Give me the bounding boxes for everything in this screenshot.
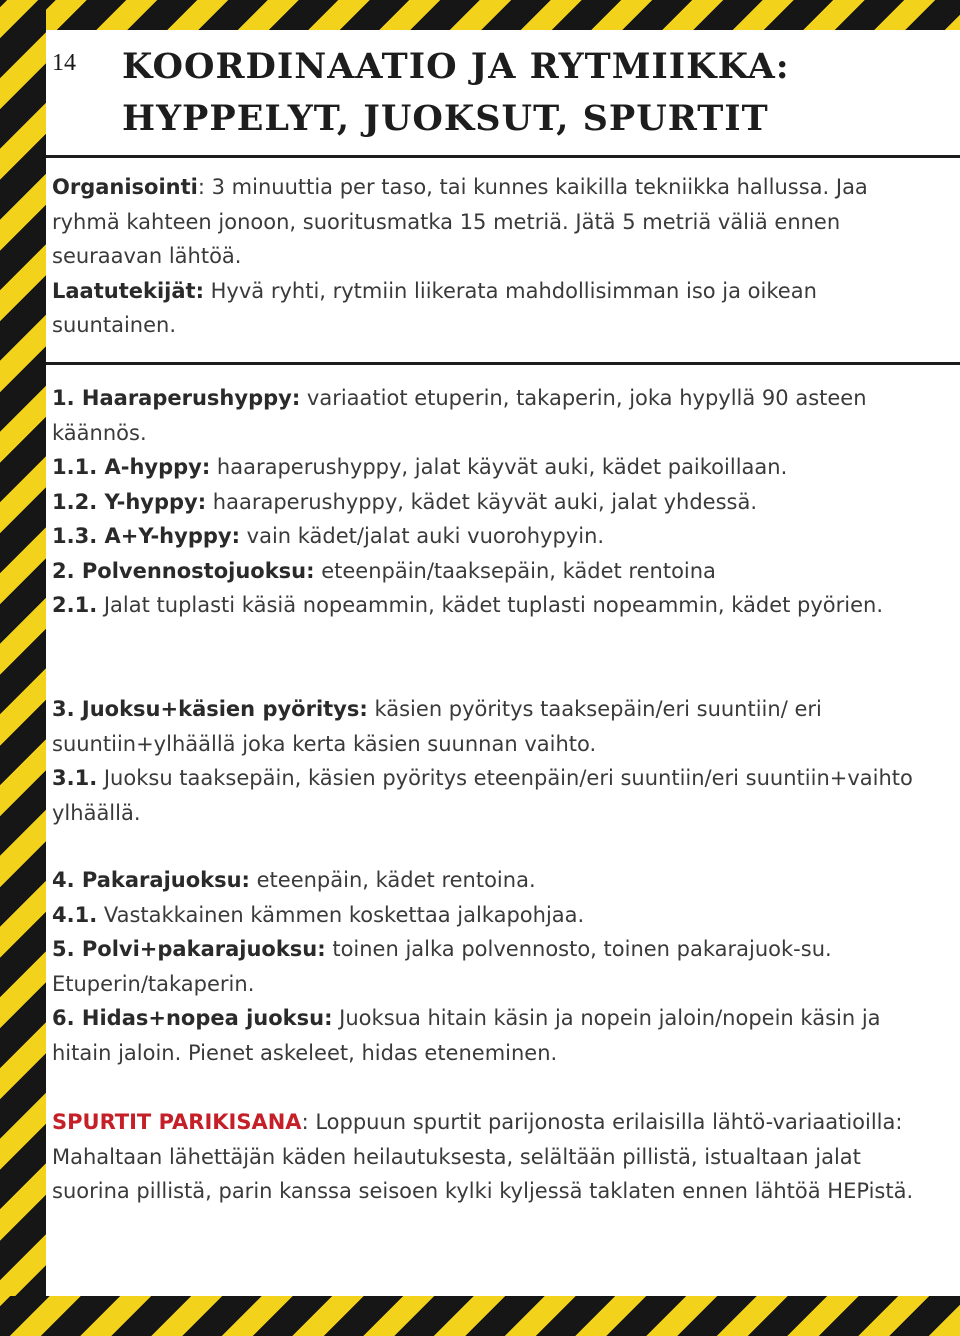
sprint-heading: SPURTIT PARIKISANA <box>52 1110 302 1134</box>
sprint-section <box>52 1105 932 1209</box>
exercise-text: Juoksua hitain käsin ja nopein jaloin/nopein käsin ja hitain jaloin. Pienet askeleet, hidas eteneminen. <box>52 1006 881 1065</box>
quality-text: Hyvä ryhti, rytmiin liikerata mahdollisimman iso ja oikean suuntainen. <box>52 278 817 337</box>
sprint-text: : Loppuun spurtit parijonosta erilaisilla lähtö-variaatioilla: Mahaltaan lähettäjän käden heilautuksesta, selältään pillistä, istualtaan jalat suorina pillistä, parin kanssa seisoen kylki kyljessä taklaten ennen lähtöä HEPistä. <box>52 1110 914 1203</box>
exercise-text: käsien pyöritys taaksepäin/eri suuntiin/ eri suuntiin+ylhäällä joka kerta käsien suunnan vaihto. <box>52 697 822 756</box>
exercise-text: haaraperushyppy, jalat käyvät auki, kädet paikoillaan. <box>210 455 788 479</box>
hazard-stripe-bottom <box>0 1296 960 1336</box>
exercise-group-3 <box>52 863 932 1070</box>
exercise-text: eteenpäin/taaksepäin, kädet rentoina <box>314 558 716 583</box>
exercise-label: 4. Pakarajuoksu: <box>52 868 250 892</box>
organisation-section <box>52 170 932 343</box>
exercise-label: 4.1. <box>52 902 98 927</box>
exercise-text: Juoksu taaksepäin, käsien pyöritys eteenpäin/eri suuntiin/eri suuntiin+vaihto ylhäällä. <box>52 766 913 825</box>
exercise-item <box>52 519 932 554</box>
exercise-item <box>52 588 932 623</box>
quality-label: Laatutekijät: <box>52 278 204 303</box>
organisation-paragraph <box>52 170 932 274</box>
exercise-label: 5. Polvi+pakarajuoksu: <box>52 937 326 961</box>
exercise-label: 6. Hidas+nopea juoksu: <box>52 1006 333 1030</box>
exercise-text: toinen jalka polvennosto, toinen pakarajuok-su. Etuperin/takaperin. <box>52 937 832 996</box>
exercise-label: 2. Polvennostojuoksu: <box>52 558 315 583</box>
divider-middle <box>46 362 960 365</box>
exercise-item <box>52 1001 932 1070</box>
exercise-label: 1.3. A+Y-hyppy: <box>52 524 240 548</box>
exercise-label: 2.1. <box>52 593 98 617</box>
hazard-stripe-left <box>0 0 46 1336</box>
page-title-line-1: KOORDINAATIO JA RYTMIIKKA: <box>122 46 790 87</box>
organisation-text: : 3 minuuttia per taso, tai kunnes kaikilla tekniikka hallussa. Jaa ryhmä kahteen jonoon, suoritusmatka 15 metriä. Jätä 5 metriä väliä ennen seuraavan lähtöä. <box>52 175 868 268</box>
exercise-text: eteenpäin, kädet rentoina. <box>249 868 536 892</box>
exercise-label: 3. Juoksu+käsien pyöritys: <box>52 697 368 721</box>
exercise-label: 1.2. Y-hyppy: <box>52 489 207 514</box>
exercise-item <box>52 761 932 830</box>
sprint-paragraph <box>52 1105 932 1209</box>
divider-top <box>46 155 960 158</box>
exercise-item <box>52 485 932 520</box>
exercise-text: haaraperushyppy, kädet käyvät auki, jalat yhdessä. <box>206 489 758 514</box>
exercise-item <box>52 450 932 485</box>
exercise-text: Jalat tuplasti käsiä nopeammin, kädet tuplasti nopeammin, kädet pyörien. <box>97 593 884 617</box>
page-title-line-2: HYPPELYT, JUOKSUT, SPURTIT <box>122 98 769 139</box>
exercise-text: variaatiot etuperin, takaperin, joka hypyllä 90 asteen käännös. <box>52 386 867 445</box>
exercise-item <box>52 554 932 589</box>
exercise-item <box>52 898 932 933</box>
page-number: 14 <box>52 50 76 76</box>
exercise-label: 3.1. <box>52 766 98 790</box>
exercise-item <box>52 692 932 761</box>
exercise-group-2 <box>52 692 932 830</box>
organisation-label: Organisointi <box>52 175 198 199</box>
exercise-text: Vastakkainen kämmen koskettaa jalkapohjaa. <box>97 902 585 927</box>
exercise-item <box>52 932 932 1001</box>
exercise-label: 1. Haaraperushyppy: <box>52 386 301 410</box>
exercise-item <box>52 381 932 450</box>
exercise-group-1 <box>52 381 932 623</box>
exercise-text: vain kädet/jalat auki vuorohypyin. <box>239 524 605 548</box>
quality-paragraph <box>52 274 932 343</box>
exercise-item <box>52 863 932 898</box>
exercise-label: 1.1. A-hyppy: <box>52 455 211 479</box>
